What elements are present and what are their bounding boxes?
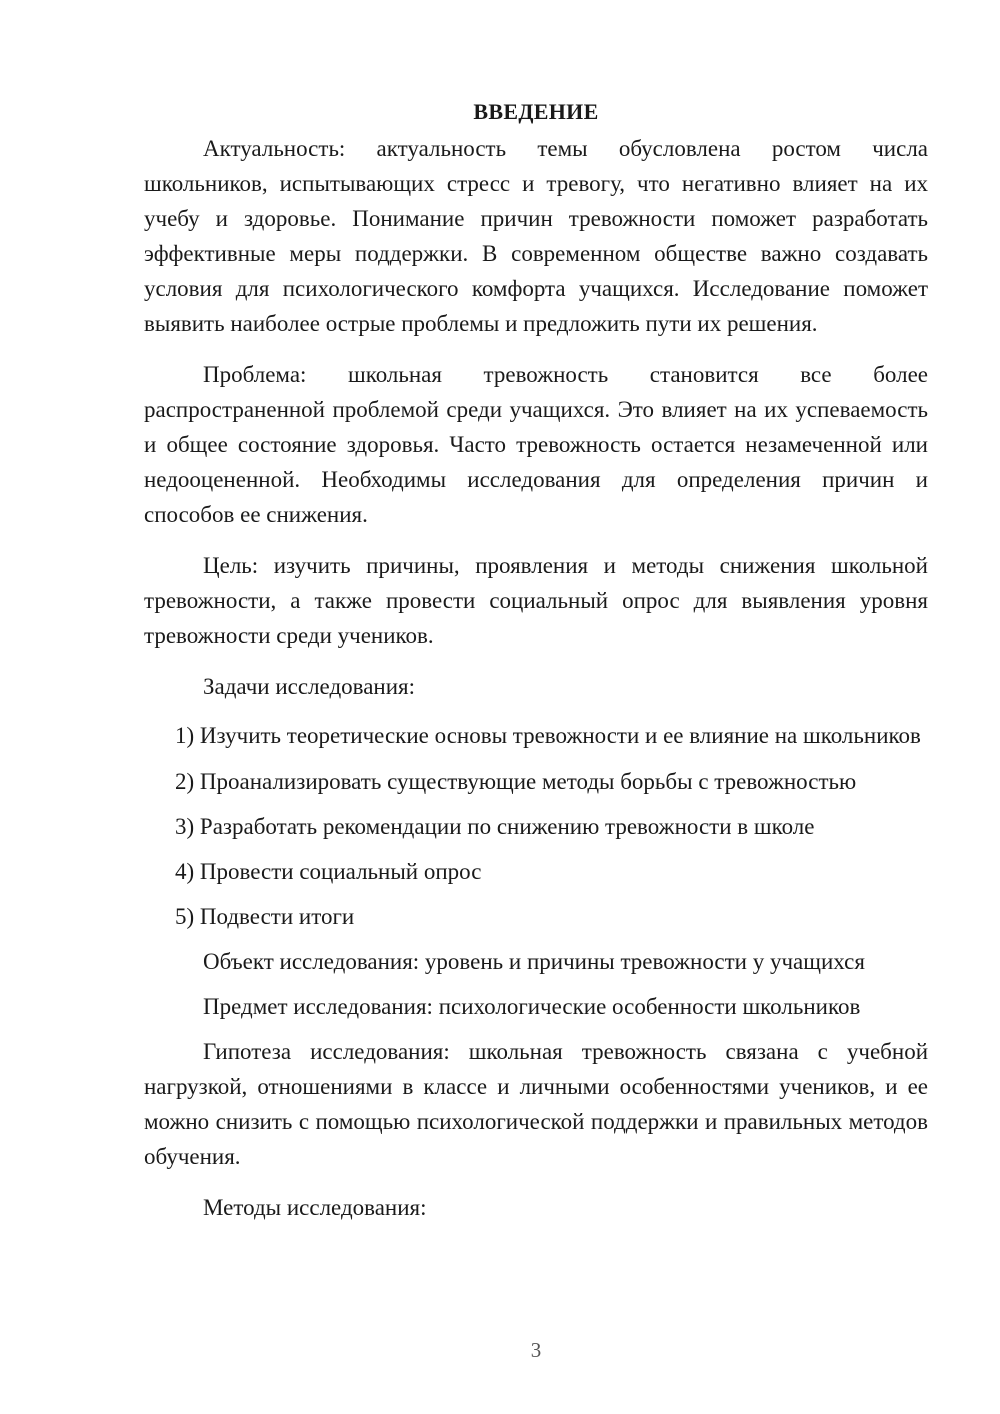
paragraph-relevance: Актуальность: актуальность темы обусловлена ростом числа школьников, испытывающих стресс и тревогу, что негативно влияет на их учебу и здоровье. Понимание причин тревожности поможет разработать эффективные меры поддержки. В современном обществе важно создавать условия для психологического комфорта учащихся. Исследование поможет выявить наиболее острые проблемы и предложить пути их решения. (144, 136, 928, 336)
task-item-2: 2) Проанализировать существующие методы борьбы с тревожностью (175, 769, 857, 794)
task-item-1: 1) Изучить теоретические основы тревожности и ее влияние на школьников (175, 723, 921, 748)
task-item-3: 3) Разработать рекомендации по снижению тревожности в школе (175, 814, 815, 839)
paragraph-goal: Цель: изучить причины, проявления и методы снижения школьной тревожности, а также провести социальный опрос для выявления уровня тревожности среди учеников. (144, 553, 928, 648)
paragraph-problem: Проблема: школьная тревожность становится все более распространенной проблемой среди учащихся. Это влияет на их успеваемость и общее состояние здоровья. Часто тревожность остается незамеченной или недооцененной. Необходимы исследования для определения причин и способов ее снижения. (144, 362, 928, 527)
research-object: Объект исследования: уровень и причины тревожности у учащихся (203, 949, 865, 974)
methods-heading: Методы исследования: (203, 1195, 427, 1220)
page-content (144, 94, 928, 1235)
task-item-5: 5) Подвести итоги (175, 904, 355, 929)
page-number: 3 (530, 1338, 542, 1362)
research-subject: Предмет исследования: психологические особенности школьников (203, 994, 861, 1019)
section-title: ВВЕДЕНИЕ (473, 99, 599, 124)
task-item-4: 4) Провести социальный опрос (175, 859, 482, 884)
research-hypothesis: Гипотеза исследования: школьная тревожность связана с учебной нагрузкой, отношениями в классе и личными особенностями учеников, и ее можно снизить с помощью психологической поддержки и правильных методов обучения. (144, 1039, 928, 1169)
tasks-heading: Задачи исследования: (203, 674, 416, 699)
